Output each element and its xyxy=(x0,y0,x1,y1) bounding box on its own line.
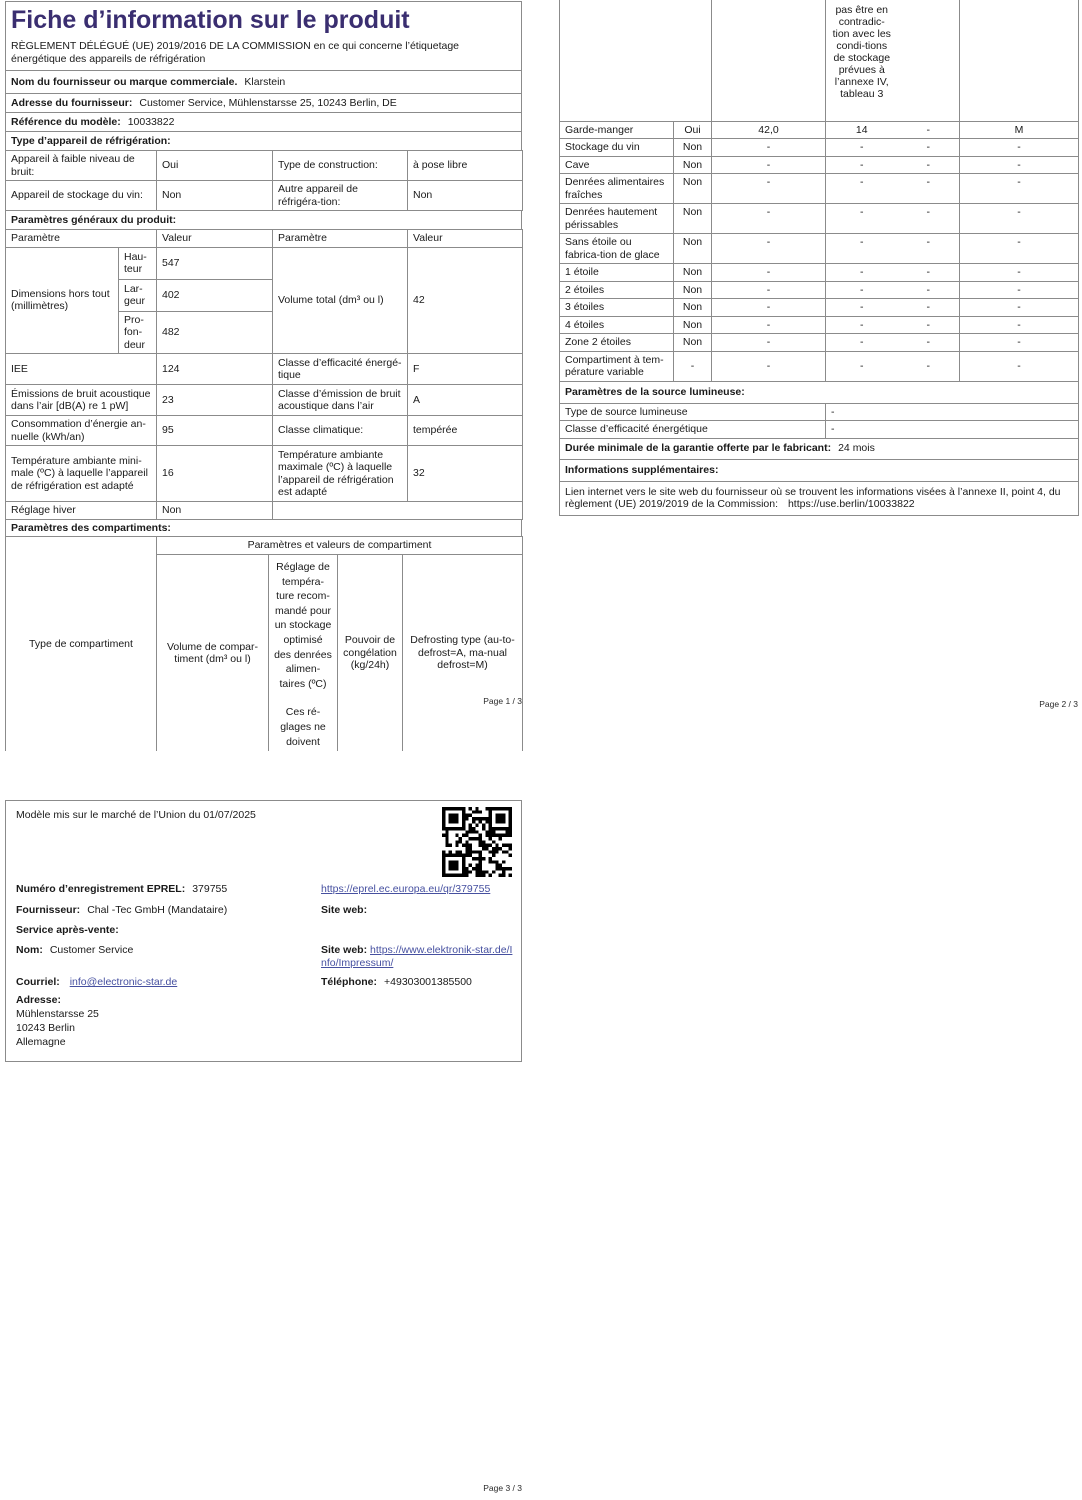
supplier-value: Chal -Tec GmbH (Mandataire) xyxy=(87,904,228,916)
dimension-value: 547 xyxy=(157,247,273,279)
page-3 xyxy=(5,800,522,1062)
table-row xyxy=(560,281,1079,299)
comp-volume: - xyxy=(712,334,826,352)
website2-label: Site web: xyxy=(321,944,368,956)
comp-temp: - xyxy=(826,234,898,264)
page-title: Fiche d’information sur le produit xyxy=(11,6,410,34)
supplier-label: Fournisseur: xyxy=(16,904,81,916)
model-row xyxy=(6,113,522,132)
comp-defrost: - xyxy=(960,299,1079,317)
type-section-row: Type d’appareil de réfrigération: xyxy=(6,132,522,151)
eprel-label: Numéro d’enregistrement EPREL: xyxy=(16,883,186,895)
comp-defrost: - xyxy=(960,174,1079,204)
comp-volume: 42,0 xyxy=(712,121,826,139)
comp-present: Non xyxy=(674,281,712,299)
address-label: Adresse: xyxy=(16,994,61,1006)
page-footer-2: Page 2 / 3 xyxy=(1039,699,1078,709)
volume-total-value: 42 xyxy=(408,247,523,354)
comp-defrost: M xyxy=(960,121,1079,139)
comp-temp: - xyxy=(826,334,898,352)
comp-present: Non xyxy=(674,156,712,174)
table-row xyxy=(560,351,1079,381)
comp-temp-header-continued: pas être en contradic-tion avec les condi-tions de stockage prévues à l’annexe IV, tableau 3 xyxy=(826,0,898,121)
comp-volume: - xyxy=(712,264,826,282)
comp-span-header: Paramètres et valeurs de compartiment xyxy=(157,537,523,555)
comp-present: Non xyxy=(674,204,712,234)
comp-volume: - xyxy=(712,299,826,317)
compartments-section-row: Paramètres des compartiments: xyxy=(6,519,522,537)
table-row xyxy=(560,121,1079,139)
comp-freeze: - xyxy=(898,204,960,234)
address-block xyxy=(16,993,99,1049)
service-section: Service après-vente: xyxy=(16,924,119,936)
param-label: Autre appareil de réfrigéra-tion: xyxy=(273,181,408,211)
warranty-value: 24 mois xyxy=(838,442,875,455)
comp-name: 1 étoile xyxy=(560,264,674,282)
comp-temp: - xyxy=(826,204,898,234)
eprel-link-wrap xyxy=(321,883,490,896)
comp-name: Zone 2 étoiles xyxy=(560,334,674,352)
market-date: Modèle mis sur le marché de l’Union du 01/07/2025 xyxy=(16,809,256,821)
compartments-header-table xyxy=(5,536,523,751)
comp-volume-header: Volume de compar-timent (dm³ ou l) xyxy=(157,555,269,752)
table-row xyxy=(560,334,1079,352)
comp-freeze: - xyxy=(898,264,960,282)
address-line: Mühlenstarsse 25 xyxy=(16,1008,99,1020)
comp-volume: - xyxy=(712,316,826,334)
param-value: Non xyxy=(157,181,273,211)
column-header: Valeur xyxy=(408,230,523,248)
eprel-link[interactable]: https://eprel.ec.europa.eu/qr/379755 xyxy=(321,883,491,895)
comp-defrost: - xyxy=(960,156,1079,174)
comp-name: Denrées hautement périssables xyxy=(560,204,674,234)
page-2 xyxy=(559,0,1078,516)
comp-temp: - xyxy=(826,316,898,334)
param-value: Non xyxy=(157,502,273,520)
param-label: Appareil de stockage du vin: xyxy=(6,181,157,211)
param-value: 124 xyxy=(157,354,273,385)
table-row xyxy=(560,403,1079,421)
warranty-label: Durée minimale de la garantie offerte par le fabricant: xyxy=(565,442,832,455)
comp-freeze: - xyxy=(898,351,960,381)
eprel-row xyxy=(16,883,227,896)
warranty-row xyxy=(560,438,1079,459)
comp-present: Non xyxy=(674,139,712,157)
params-table xyxy=(5,229,523,520)
light-param-label: Type de source lumineuse xyxy=(560,403,826,421)
param-value: 23 xyxy=(157,385,273,416)
comp-volume: - xyxy=(712,156,826,174)
comp-temp: - xyxy=(826,139,898,157)
comp-freeze: - xyxy=(898,174,960,204)
compartments-table xyxy=(559,0,1079,516)
info-text-row xyxy=(560,481,1079,515)
address-value: Customer Service, Mühlenstarsse 25, 10243 Berlin, DE xyxy=(139,96,397,109)
comp-defrost: - xyxy=(960,316,1079,334)
comp-present: - xyxy=(674,351,712,381)
comp-volume: - xyxy=(712,139,826,157)
qr-code xyxy=(442,807,512,877)
comp-present: Non xyxy=(674,264,712,282)
param-label: Classe d’efficacité énergé-tique xyxy=(273,354,408,385)
empty-cell xyxy=(898,0,960,121)
comp-temp: - xyxy=(826,264,898,282)
comp-freeze: - xyxy=(898,334,960,352)
general-section-table xyxy=(5,210,522,230)
supplier-row xyxy=(6,71,522,94)
email-link[interactable]: info@electronic-star.de xyxy=(69,976,178,988)
comp-present: Non xyxy=(674,316,712,334)
comp-freeze: - xyxy=(898,281,960,299)
dimension-value: 402 xyxy=(157,279,273,311)
param-label: Consommation d’énergie an-nuelle (kWh/an) xyxy=(6,416,157,446)
comp-present: Non xyxy=(674,334,712,352)
comp-volume: - xyxy=(712,174,826,204)
comp-freeze: - xyxy=(898,234,960,264)
comp-defrost: - xyxy=(960,139,1079,157)
empty-cell xyxy=(712,0,826,121)
phone-row xyxy=(321,976,472,989)
dimension-name: Pro-fon-deur xyxy=(119,311,157,354)
comp-defrost: - xyxy=(960,334,1079,352)
volume-total-label: Volume total (dm³ ou l) xyxy=(273,247,408,354)
comp-name: 3 étoiles xyxy=(560,299,674,317)
dimension-value: 482 xyxy=(157,311,273,354)
website-label: Site web: xyxy=(321,904,368,916)
param-label: Type de construction: xyxy=(273,151,408,181)
supplier-info-url: https://use.berlin/10033822 xyxy=(787,498,915,510)
comp-name: Sans étoile ou fabrica-tion de glace xyxy=(560,234,674,264)
param-value: tempérée xyxy=(408,416,523,446)
column-header: Valeur xyxy=(157,230,273,248)
param-value: à pose libre xyxy=(408,151,523,181)
empty-cell xyxy=(273,502,523,520)
general-section-row: Paramètres généraux du produit: xyxy=(6,211,522,230)
comp-temp-header xyxy=(269,555,338,752)
table-row xyxy=(560,421,1079,439)
dimension-name: Lar-geur xyxy=(119,279,157,311)
info-section-row: Informations supplémentaires: xyxy=(560,459,1079,481)
email-row xyxy=(16,976,177,989)
comp-name: Denrées alimentaires fraîches xyxy=(560,174,674,204)
column-header: Paramètre xyxy=(6,230,157,248)
param-label: Température ambiante mini-male (ºC) à laquelle l’appareil de réfrigération est adapté xyxy=(6,446,157,502)
address-label: Adresse du fournisseur: xyxy=(11,96,133,109)
address-line: Allemagne xyxy=(16,1036,66,1048)
param-label: Classe climatique: xyxy=(273,416,408,446)
comp-temp: - xyxy=(826,299,898,317)
comp-name: Compartiment à tem-pérature variable xyxy=(560,351,674,381)
light-param-label: Classe d’efficacité énergétique xyxy=(560,421,826,439)
comp-present: Non xyxy=(674,299,712,317)
comp-freeze: - xyxy=(898,121,960,139)
light-section-row: Paramètres de la source lumineuse: xyxy=(560,381,1079,403)
table-row xyxy=(560,234,1079,264)
website2-link[interactable]: https://www.elektronik-star.de/Info/Impressum/ xyxy=(321,944,513,969)
comp-name: Stockage du vin xyxy=(560,139,674,157)
comp-defrost: - xyxy=(960,204,1079,234)
service-website-row xyxy=(321,944,517,970)
comp-present: Oui xyxy=(674,121,712,139)
param-label: Classe d’émission de bruit acoustique dans l’air xyxy=(273,385,408,416)
comp-volume: - xyxy=(712,234,826,264)
table-row xyxy=(560,156,1079,174)
comp-name: Garde-manger xyxy=(560,121,674,139)
param-label: Température ambiante maximale (ºC) à laquelle l’appareil de réfrigération est adapté xyxy=(273,446,408,502)
header-table xyxy=(5,1,522,151)
dimension-name: Hau-teur xyxy=(119,247,157,279)
table-row xyxy=(560,316,1079,334)
compartments-section-table xyxy=(5,519,522,538)
eprel-value: 379755 xyxy=(192,883,228,895)
light-param-value: - xyxy=(826,421,1079,439)
comp-defrost-header: Defrosting type (au-to-defrost=A, ma-nual defrost=M) xyxy=(403,555,523,752)
comp-volume: - xyxy=(712,351,826,381)
title-cell xyxy=(6,2,522,71)
comp-type-header: Type de compartiment xyxy=(6,537,157,752)
column-header: Paramètre xyxy=(273,230,408,248)
param-value: Non xyxy=(408,181,523,211)
comp-name: 4 étoiles xyxy=(560,316,674,334)
table-row xyxy=(560,174,1079,204)
comp-temp: - xyxy=(826,351,898,381)
service-name-row xyxy=(16,944,133,957)
model-label: Référence du modèle: xyxy=(11,115,121,128)
comp-temp: - xyxy=(826,281,898,299)
comp-volume: - xyxy=(712,281,826,299)
empty-cell xyxy=(960,0,1079,121)
empty-cell xyxy=(560,0,712,121)
name-value: Customer Service xyxy=(49,944,134,956)
dimensions-label: Dimensions hors tout (millimètres) xyxy=(6,247,119,354)
comp-volume: - xyxy=(712,204,826,234)
param-label: Appareil à faible niveau de bruit: xyxy=(6,151,157,181)
param-label: Émissions de bruit acoustique dans l’air [dB(A) re 1 pW] xyxy=(6,385,157,416)
regulation-text: RÈGLEMENT DÉLÉGUÉ (UE) 2019/2016 DE LA COMMISSION en ce qui concerne l’étiquetage énergétique des appareils de réfrigération xyxy=(11,40,460,65)
address-row xyxy=(6,94,522,113)
table-row xyxy=(560,139,1079,157)
spacer xyxy=(274,691,332,705)
param-label: Réglage hiver xyxy=(6,502,157,520)
model-value: 10033822 xyxy=(127,115,175,128)
comp-temp: 14 xyxy=(826,121,898,139)
param-value: A xyxy=(408,385,523,416)
address-line: 10243 Berlin xyxy=(16,1022,75,1034)
comp-defrost: - xyxy=(960,281,1079,299)
comp-name: 2 étoiles xyxy=(560,281,674,299)
light-param-value: - xyxy=(826,403,1079,421)
comp-freeze: - xyxy=(898,299,960,317)
comp-temp: - xyxy=(826,174,898,204)
supplier-row xyxy=(16,904,227,917)
comp-temp-header-text-2: Ces ré-glages ne doivent xyxy=(280,706,326,748)
type-table xyxy=(5,150,523,211)
page-footer-1: Page 1 / 3 xyxy=(483,696,522,706)
param-label: IEE xyxy=(6,354,157,385)
comp-defrost: - xyxy=(960,234,1079,264)
param-value: F xyxy=(408,354,523,385)
info-text: Lien internet vers le site web du fournisseur où se trouvent les informations visées à l’annexe II, point 4, du règlement (UE) 2019/2019 de la Commission: xyxy=(565,485,1061,510)
param-value: 32 xyxy=(408,446,523,502)
comp-present: Non xyxy=(674,234,712,264)
table-row xyxy=(560,299,1079,317)
comp-freeze-header: Pouvoir de congélation (kg/24h) xyxy=(338,555,403,752)
comp-freeze: - xyxy=(898,316,960,334)
table-row xyxy=(560,264,1079,282)
param-value: 16 xyxy=(157,446,273,502)
page-1 xyxy=(5,1,522,751)
comp-name: Cave xyxy=(560,156,674,174)
comp-freeze: - xyxy=(898,156,960,174)
comp-present: Non xyxy=(674,174,712,204)
comp-defrost: - xyxy=(960,351,1079,381)
page-footer-3: Page 3 / 3 xyxy=(483,1483,522,1493)
phone-label: Téléphone: xyxy=(321,976,378,988)
supplier-value: Klarstein xyxy=(244,75,286,88)
comp-freeze: - xyxy=(898,139,960,157)
comp-temp: - xyxy=(826,156,898,174)
comp-temp-header-text: Réglage de tempéra-ture recom-mandé pour un stockage optimisé des denrées alimen-taires (ºC) xyxy=(274,561,332,690)
supplier-label: Nom du fournisseur ou marque commerciale. xyxy=(11,75,238,88)
comp-defrost: - xyxy=(960,264,1079,282)
phone-value: +49303001385500 xyxy=(384,976,472,988)
name-label: Nom: xyxy=(16,944,43,956)
param-value: 95 xyxy=(157,416,273,446)
param-value: Oui xyxy=(157,151,273,181)
table-row xyxy=(560,204,1079,234)
email-label: Courriel: xyxy=(16,976,60,988)
